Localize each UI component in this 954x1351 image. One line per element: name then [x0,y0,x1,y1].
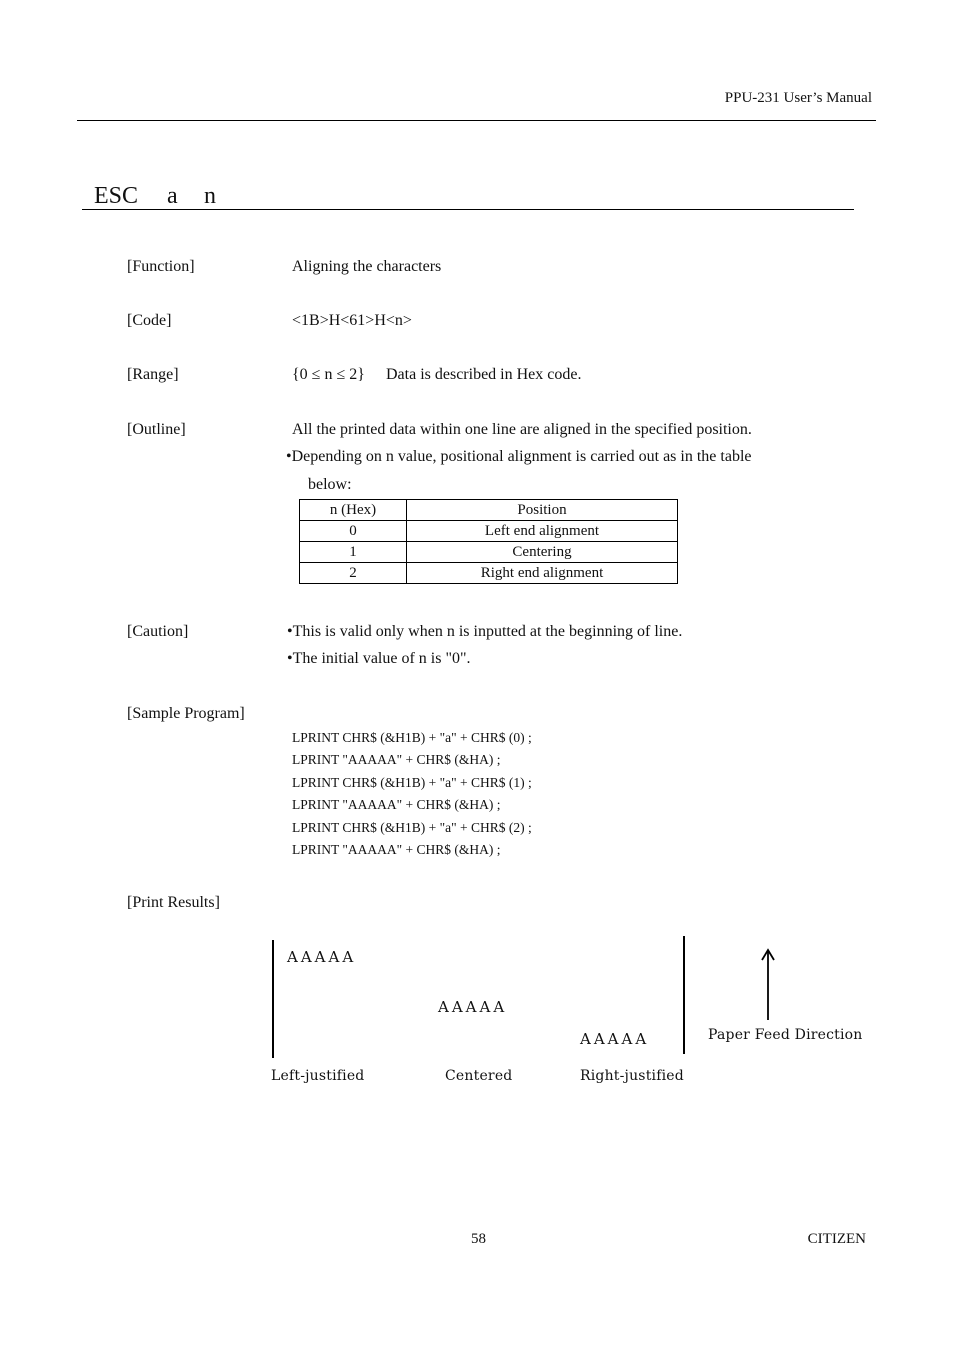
caution-label: [Caution] [127,623,189,640]
table-cell-n: 2 [300,563,407,584]
arrow-up-icon [758,948,778,1024]
sample-code-line: LPRINT "AAAAA" + CHR$ (&HA) ; [292,752,501,767]
header-rule [77,120,876,121]
caution-item [287,623,682,641]
outline-label: [Outline] [127,421,186,438]
function-label: [Function] [127,258,195,275]
range-text: {0 ≤ n ≤ 2} [292,366,365,383]
function-text: Aligning the characters [292,258,442,275]
table-row [300,521,678,542]
sample-code-line: LPRINT CHR$ (&H1B) + "a" + CHR$ (0) ; [292,730,532,745]
manual-title: PPU-231 User’s Manual [724,90,872,106]
table-header-position: Position [407,500,678,521]
table-header-n: n (Hex) [300,500,407,521]
left-justified-sample: AAAAA [287,948,357,966]
range-note: Data is described in Hex code. [386,366,582,383]
command-esc: ESC [94,183,139,209]
print-results-label: [Print Results] [127,894,220,911]
right-margin-line [683,936,685,1054]
code-label: [Code] [127,312,172,329]
outline-bullet-item [286,448,752,466]
outline-text: All the printed data within one line are aligned in the specified position. [292,421,752,438]
outline-bullet-continuation: below: [308,476,352,493]
right-justified-label: Right-justified [580,1068,684,1084]
left-justified-label: Left-justified [271,1068,365,1084]
sample-code-line: LPRINT "AAAAA" + CHR$ (&HA) ; [292,842,501,857]
command-a: a [167,183,178,209]
table-header-row [300,500,678,521]
command-n: n [204,183,216,209]
sample-code-line: LPRINT CHR$ (&H1B) + "a" + CHR$ (2) ; [292,820,532,835]
table-cell-n: 1 [300,542,407,563]
code-text: <1B>H<61>H<n> [292,312,412,329]
centered-sample: AAAAA [438,998,508,1016]
caution-item [287,650,471,668]
bullet-icon: • [287,623,293,640]
bullet-icon: • [286,448,292,465]
table-cell-position: Left end alignment [407,521,678,542]
bullet-icon: • [287,650,293,667]
right-justified-sample: AAAAA [580,1030,650,1048]
sample-program-label: [Sample Program] [127,705,245,722]
page-number: 58 [471,1231,486,1247]
table-cell-n: 0 [300,521,407,542]
left-margin-line [272,940,274,1058]
brand-name: CITIZEN [807,1231,866,1247]
table-row [300,542,678,563]
outline-bullet-text: Depending on n value, positional alignment is carried out as in the table [291,448,752,465]
range-label: [Range] [127,366,179,383]
centered-label: Centered [445,1068,513,1084]
alignment-table [299,499,678,584]
table-cell-position: Centering [407,542,678,563]
caution-text: This is valid only when n is inputted at the beginning of line. [292,623,683,640]
sample-code-line: LPRINT "AAAAA" + CHR$ (&HA) ; [292,797,501,812]
table-cell-position: Right end alignment [407,563,678,584]
sample-code-line: LPRINT CHR$ (&H1B) + "a" + CHR$ (1) ; [292,775,532,790]
title-rule [82,209,854,210]
table-row [300,563,678,584]
caution-text: The initial value of n is "0". [292,650,471,667]
paper-feed-direction-label: Paper Feed Direction [708,1027,863,1043]
